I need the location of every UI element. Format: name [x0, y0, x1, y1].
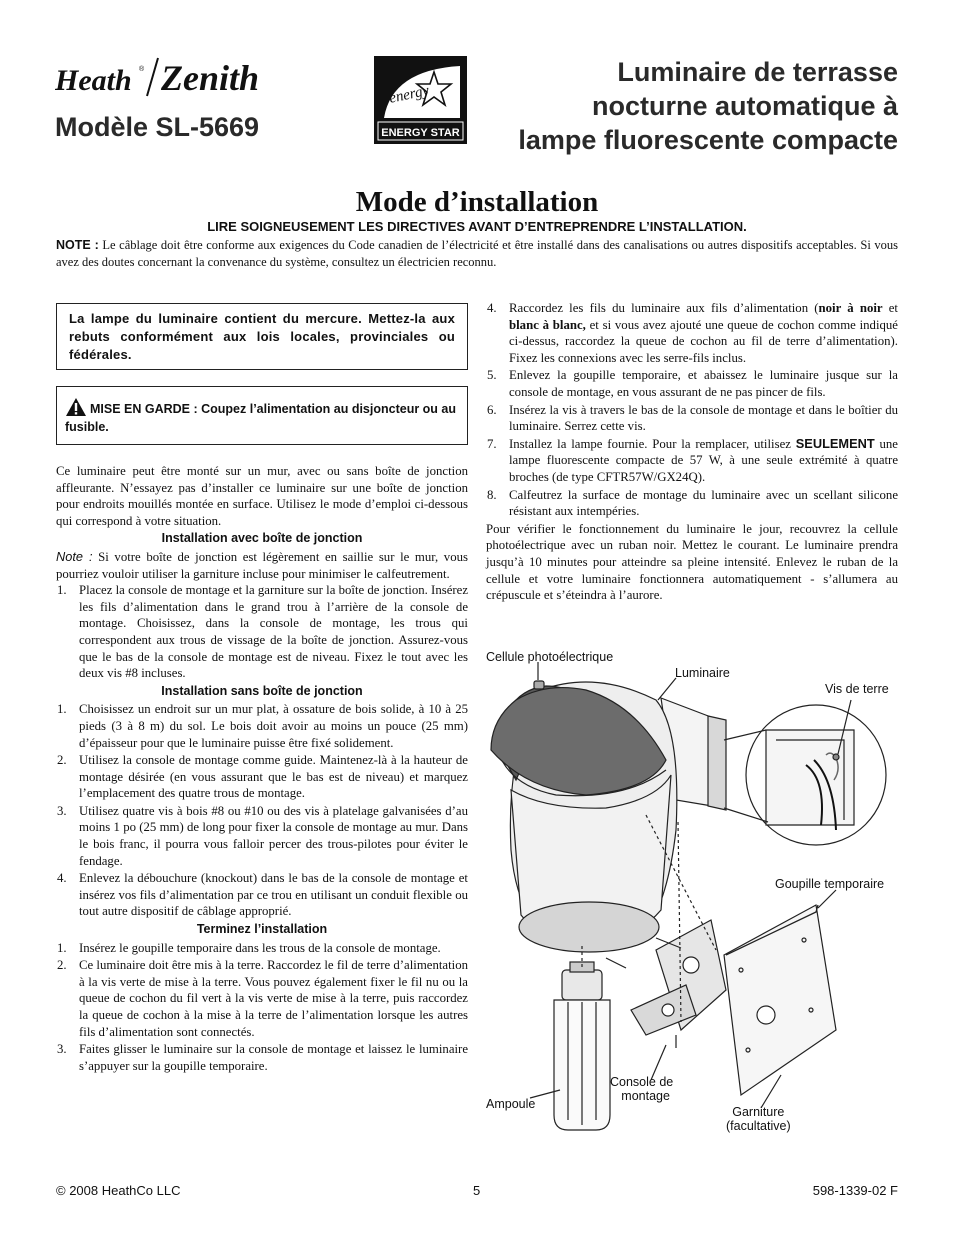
left-column: [56, 463, 468, 1075]
product-title: [478, 55, 898, 157]
warning-triangle-icon: [65, 397, 87, 417]
heading-finish: Terminez l’installation: [196, 922, 328, 937]
intro-paragraph: Ce luminaire peut être monté sur un mur, avec ou sans boîte de jonction affleurante. N’essayez pas d’installer ce luminaire sur une boîte de jonction pour endroits mouillés montée en surface. Utilisez le mode d’emploi ci-dessous qui correspond à votre situation.: [56, 464, 468, 528]
footer-copyright: © 2008 HeathCo LLC: [56, 1183, 181, 1198]
heading-with-box: Installation avec boîte de jonction: [161, 531, 363, 546]
page-number: 5: [473, 1183, 481, 1198]
note-label: NOTE :: [56, 238, 99, 252]
energy-star-logo: [374, 56, 467, 144]
list-item: 3. Faites glisser le luminaire sur la console de montage et laissez le luminaire s’appuyer sur la goupille temporaire.: [57, 1042, 468, 1073]
list-item: 8. Calfeutrez la surface de montage du luminaire avec un scellant silicone résistant aux intempéries.: [487, 487, 898, 519]
label-ground-screw: Vis de terre: [825, 682, 889, 696]
wiring-note: [56, 237, 898, 271]
product-title-line: Luminaire de terrasse: [617, 57, 898, 87]
caution-text: MISE EN GARDE : Coupez l’alimentation au disjoncteur ou au fusible.: [65, 402, 457, 434]
logo-brand-left: Heath: [55, 64, 132, 97]
caution-box: [56, 386, 468, 445]
list-item: 1. Choisissez un endroit sur un mur plat, à ossature de bois solide, à 10 à 25 pieds (3 à 8 m) du sol. Le bois doit avoir au moins un pouce (25 mm) d’épaisseur pour que le luminaire puisse être fixé solidement.: [57, 702, 468, 750]
list-item: 4. Enlevez la débouchure (knockout) dans le bas de la console de montage et insérez vos fils d’alimentation par ce trou en utilisant un conduit flexible ou tout autre dispositif de câblage approprié.: [57, 871, 468, 919]
label-fixture: Luminaire: [675, 666, 730, 680]
product-title-line: lampe fluorescente compacte: [518, 125, 898, 155]
right-column: [486, 300, 898, 604]
verify-paragraph: Pour vérifier le fonctionnement du luminaire le jour, recouvrez la cellule photoélectrique avec un ruban noir. Mettez le courant. Le luminaire prendra jusqu’à 10 minutes pour atteindre sa pleine intensité. Enlevez le ruban de la cellule et votre luminaire fonctionnera automatiquement - s’allumera au crépuscule et s’éteindra à l’aurore.: [486, 521, 898, 603]
list-item: 3. Utilisez quatre vis à bois #8 ou #10 ou des vis à platelage galvanisées d’au moins 1 po (25 mm) de long pour fixer la console de montage au mur. Dans le bois franc, il pourra vous falloir percer des trous-pilotes pour éviter le fendage.: [57, 803, 468, 868]
footer-doc-code: 598-1339-02 F: [812, 1183, 898, 1198]
list-item: 2. Ce luminaire doit être mis à la terre. Raccordez le fil de terre d’alimentation à la vis verte de mise à la terre. Vous pouvez également fixer le fil nu ou la queue de cochon du fil vert à la vis verte de mise à la terre, puis raccordez la queue de cochon à la mise à la terre de l’alimentation lorsque les autres fils d’alimentation sont connectés.: [57, 958, 468, 1039]
read-notice: LIRE SOIGNEUSEMENT LES DIRECTIVES AVANT D’ENTREPRENDRE L’INSTALLATION.: [207, 219, 747, 234]
product-title-line: nocturne automatique à: [591, 91, 898, 121]
list-item: 5. Enlevez la goupille temporaire, et abaissez le luminaire jusque sur la console de montage, en vous assurant de ne pas pincer de fils.: [487, 368, 898, 399]
label-mounting-bracket: Console de montage: [610, 1075, 674, 1103]
note-text: Le câblage doit être conforme aux exigences du Code canadien de l’électricité et être installé dans des canalisations ou autres dispositifs acceptables. Si vous avez des doutes concernant la convenance du système, consultez un électricien reconnu.: [56, 238, 898, 269]
label-bulb: Ampoule: [486, 1097, 536, 1111]
installation-diagram: [486, 650, 898, 1142]
list-item: 1. Placez la console de montage et la garniture sur la boîte de jonction. Insérez les fils d’alimentation dans le grand trou à l’arrière de la console de montage. Choisissez, dans la console de montage, les trous qui correspondent aux trous de vissage de la boîte de jonction. Assurez-vous que le bas de la console de montage est de niveau. Fixez le tout avec les deux vis #8 incluses.: [57, 583, 468, 681]
logo-brand-right: Zenith: [161, 58, 260, 98]
svg-text:®: ®: [139, 66, 145, 73]
list-item: 6. Insérez la vis à travers le bas de la console de montage et dans le boîtier du luminaire. Serrez cette vis.: [487, 402, 898, 434]
heath-zenith-logo: [55, 56, 300, 98]
heading-without-box: Installation sans boîte de jonction: [161, 683, 363, 698]
list-item: 4. Raccordez les fils du luminaire aux fils d’alimentation (noir à noir et blanc à blanc, et si vous avez ajouté une queue de cochon comme indiqué ci-dessus, raccordez la queue de cochon au fil de terre d’alimentation). Fixez les connexions avec les serre-fils inclus.: [487, 301, 898, 365]
label-photocell: Cellule photoélectrique: [486, 650, 614, 664]
list-item: 7. Installez la lampe fournie. Pour la remplacer, utilisez SEULEMENT une lampe fluorescente compacte de 57 W, à une seule extrémité à quatre broches (de type CFTR57W/GX24Q).: [487, 435, 898, 484]
list-item: 2. Utilisez la console de montage comme guide. Maintenez-là à la hauteur de montage désirée (en vous assurant que le bas est de niveau) et marquez l’emplacement des quatre trous de montage.: [57, 753, 468, 801]
model-number: Modèle SL-5669: [55, 112, 260, 142]
section-title: Mode d’installation: [355, 186, 599, 218]
list-item: 1. Insérez le goupille temporaire dans les trous de la console de montage.: [57, 940, 441, 955]
with-box-note: Note : Si votre boîte de jonction est légèrement en saillie sur le mur, vous pourriez vouloir utiliser la garniture incluse pour minimiser le calfeutrement.: [56, 548, 468, 581]
mercury-notice: La lampe du luminaire contient du mercure. Mettez-la aux rebuts conformément aux lois locales, provinciales ou fédérales.: [56, 303, 468, 370]
energy-star-script: energy: [387, 82, 431, 107]
label-temporary-pin: Goupille temporaire: [775, 877, 885, 891]
label-trim: Garniture (facultative): [726, 1105, 791, 1133]
energy-star-label: ENERGY STAR: [381, 127, 460, 139]
diagram-illustration: [486, 650, 898, 1142]
